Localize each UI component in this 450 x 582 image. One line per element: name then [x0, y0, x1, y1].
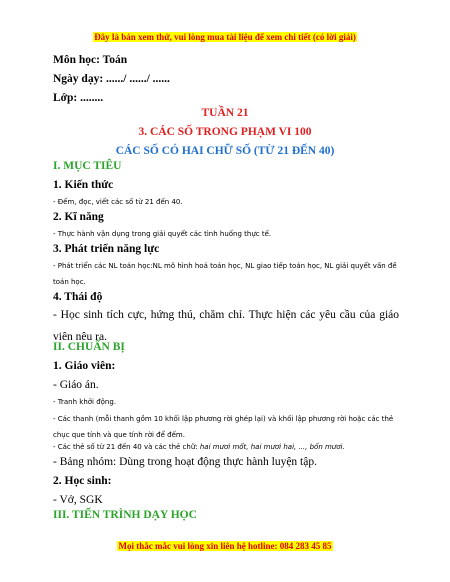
section-objectives-heading: I. MỤC TIÊU: [53, 160, 122, 172]
knowledge-heading: 1. Kiến thức: [53, 179, 114, 191]
teacher-heading: 1. Giáo viên:: [53, 360, 116, 372]
date-line: Ngày dạy: ....../ ....../ ......: [53, 73, 170, 85]
skills-text: - Thực hành vận dụng trong giải quyết các tình huống thực tế.: [53, 230, 272, 238]
knowledge-text: - Đếm, đọc, viết các số từ 21 đến 40.: [53, 198, 183, 206]
subject-line: Môn học: Toán: [53, 54, 128, 66]
class-line: Lớp: ........: [53, 92, 104, 104]
competence-text: - Phát triển các NL toán học:NL mô hình hoá toán học, NL giao tiếp toán học, NL giải quyết vấn đề toán học.: [53, 262, 397, 286]
preview-banner: Đây là bản xem thử, vui lòng mua tài liệu để xem chi tiết (có lời giải): [94, 32, 356, 42]
competence-heading: 3. Phát triển năng lực: [53, 243, 160, 255]
skills-heading: 2. Kĩ năng: [53, 211, 104, 223]
teacher-item-cards: - Các thẻ số từ 21 đến 40 và các thẻ chữ: hai mươi mốt, hai mươi hai, ..., bốn mươi.: [53, 443, 345, 451]
teacher-item-lesson-plan: - Giáo án.: [53, 379, 99, 391]
attitude-text: - Học sinh tích cực, hứng thú, chăm chỉ. Thực hiện các yêu cầu của giáo viên nêu ra.: [53, 309, 399, 343]
teacher-item-picture: - Tranh khởi động.: [53, 398, 117, 406]
hotline-banner: Mọi thắc mắc vui lòng xin liên hệ hotline: 084 283 45 85: [118, 541, 332, 551]
attitude-heading: 4. Thái độ: [53, 291, 103, 303]
section-process-heading: III. TIẾN TRÌNH DẠY HỌC: [53, 509, 197, 521]
week-title: TUẦN 21: [201, 107, 249, 119]
teacher-item-bars: - Các thanh (mỗi thanh gồm 10 khối lập phương rời ghép lại) và khối lập phương rời hoặc các thẻ chục que tính và que tính rời để đếm.: [53, 415, 394, 439]
topic-title: CÁC SỐ CÓ HAI CHỮ SỐ (TỪ 21 ĐẾN 40): [115, 145, 335, 157]
student-heading: 2. Học sinh:: [53, 475, 112, 487]
teacher-item-group-board: - Bảng nhóm: Dùng trong hoạt động thực hành luyện tập.: [53, 456, 317, 468]
lesson-title: 3. CÁC SỐ TRONG PHẠM VI 100: [138, 126, 312, 138]
section-preparation-heading: II. CHUẨN BỊ: [53, 341, 125, 353]
student-item-books: - Vở, SGK: [53, 494, 103, 506]
